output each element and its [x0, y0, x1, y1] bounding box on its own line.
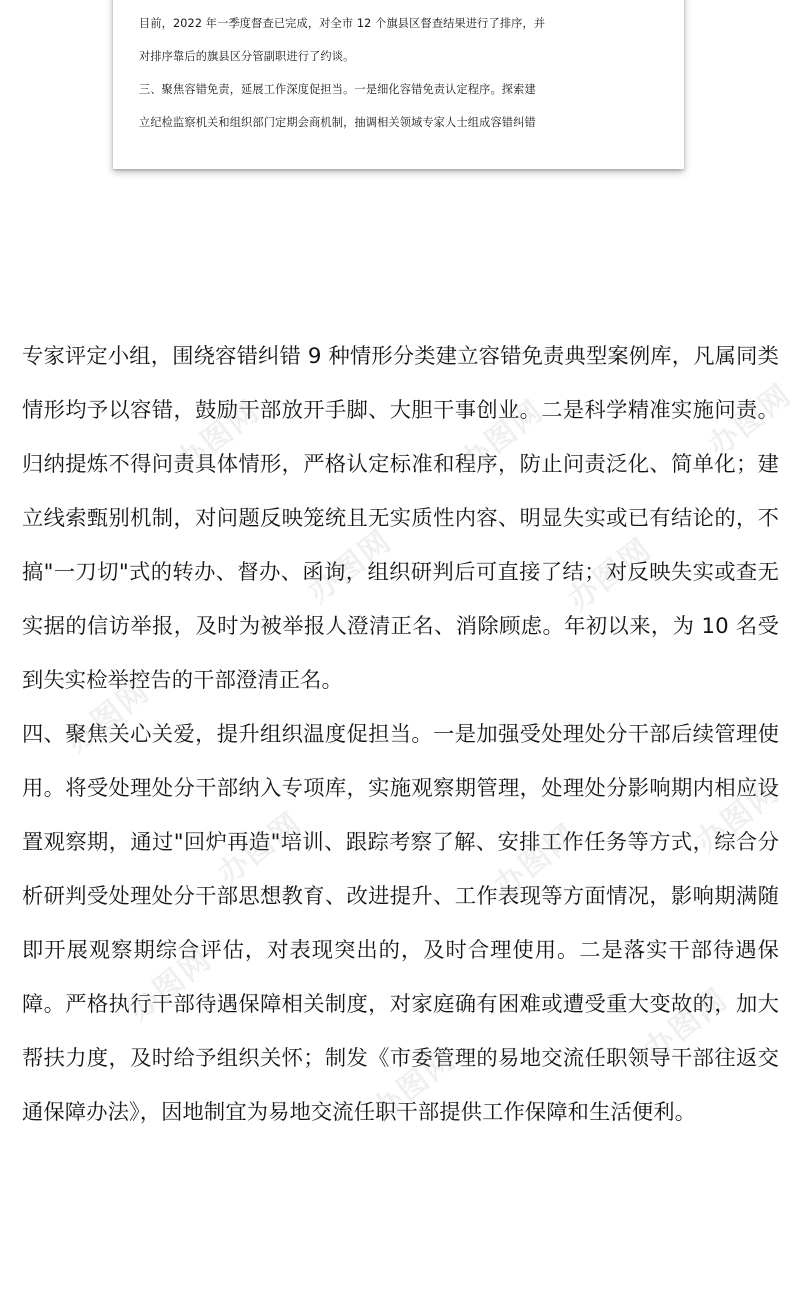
watermark-text: 办图网	[561, 531, 659, 619]
watermark-text: 办图网	[301, 523, 399, 611]
preview-card-line: 目前，2022 年一季度督查已完成，对全市 12 个旗县区督查结果进行了排序，并	[139, 17, 546, 30]
watermark-text: 办图网	[487, 817, 585, 905]
document-body	[22, 330, 779, 1140]
preview-card-line	[139, 0, 658, 7]
preview-card-line: 立纪检监察机关和组织部门定期会商机制，抽调相关领域专家人士组成容错纠错	[139, 116, 536, 129]
watermark-text: 办图网	[365, 1041, 463, 1129]
preview-card-line: 三、聚焦容错免责，延展工作深度促担当。一是细化容错免责认定程序。探索建	[139, 83, 536, 96]
document-preview-card	[113, 0, 684, 169]
watermark-text: 办图网	[701, 377, 799, 465]
preview-card-line: 对排序靠后的旗县区分管副职进行了约谈。	[139, 50, 355, 63]
watermark-text: 办图网	[637, 981, 735, 1069]
watermark-text: 办图网	[689, 773, 787, 861]
body-paragraph: 专家评定小组，围绕容错纠错 9 种情形分类建立容错免责典型案例库，凡属同类情形均予以容错，鼓励干部放开手脚、大胆干事创业。二是科学精准实施问责。归纳提炼不得问责具体情形，严格认定标准和程序，防止问责泛化、简单化；建立线索甄别机制，对问题反映笼统且无实质性内容、明显失实或已有结论的，不搞"一刀切"式的转办、督办、函询，组织研判后可直接了结；对反映失实或查无实据的信访举报，及时为被举报人澄清正名、消除顾虑。年初以来，为 10 名受到失实检举控告的干部澄清正名。	[22, 344, 779, 693]
watermark-text: 办图网	[211, 805, 309, 893]
watermark-text: 办图网	[169, 393, 267, 481]
watermark-text: 办图网	[59, 673, 157, 761]
watermark-text: 办图网	[453, 393, 551, 481]
watermark-text: 办图网	[121, 941, 219, 1029]
body-paragraph: 四、聚焦关心关爱，提升组织温度促担当。一是加强受处理处分干部后续管理使用。将受处理处分干部纳入专项库，实施观察期管理，处理处分影响期内相应设置观察期，通过"回炉再造"培训、跟踪考察了解、安排工作任务等方式，综合分析研判受处理处分干部思想教育、改进提升、工作表现等方面情况，影响期满随即开展观察期综合评估，对表现突出的，及时合理使用。二是落实干部待遇保障。严格执行干部待遇保障相关制度，对家庭确有困难或遭受重大变故的，加大帮扶力度，及时给予组织关怀；制发《市委管理的易地交流任职领导干部往返交通保障办法》，因地制宜为易地交流任职干部提供工作保障和生活便利。	[22, 722, 779, 1125]
